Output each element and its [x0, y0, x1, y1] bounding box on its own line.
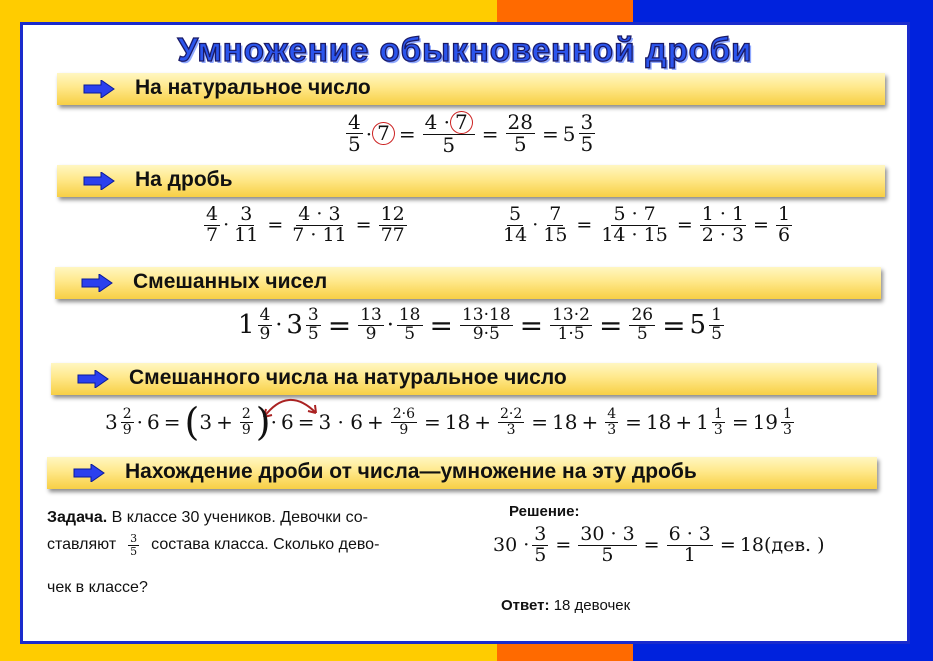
numerator: 1	[711, 305, 722, 325]
denominator: 5	[307, 323, 319, 344]
operator: =	[355, 214, 372, 237]
operator: =	[398, 121, 416, 146]
numerator: 3	[534, 523, 547, 545]
denominator: 5	[580, 132, 594, 156]
numerator: 4	[607, 405, 617, 422]
numerator: 3	[240, 203, 253, 225]
fraction	[501, 205, 529, 246]
fraction	[240, 407, 253, 437]
numerator: 18	[398, 305, 421, 325]
numerator: 2·6	[392, 405, 416, 422]
operator: +	[675, 410, 693, 434]
denominator: 7	[206, 223, 219, 246]
math-term: )	[255, 400, 271, 444]
denominator: 5	[442, 133, 456, 157]
fraction	[397, 307, 423, 344]
fraction	[776, 205, 792, 246]
denominator: 1	[683, 543, 696, 566]
numerator: 4 · 3	[298, 203, 341, 225]
operator: =	[676, 214, 693, 237]
operator: =	[163, 410, 181, 434]
math-term: ·	[365, 121, 373, 146]
numerator: 4	[206, 203, 219, 225]
task-line-3: чек в классе?	[47, 579, 148, 596]
operator: +	[581, 410, 599, 434]
right-arrow-icon	[77, 370, 109, 388]
numerator: 2	[241, 405, 251, 422]
operator: =	[576, 214, 593, 237]
math-term: 5	[562, 121, 576, 146]
operator: =	[481, 121, 499, 146]
operator: =	[519, 308, 544, 342]
fraction	[700, 205, 746, 246]
operator: =	[625, 410, 642, 434]
denominator: 1·5	[557, 323, 585, 344]
section-band-mixed	[55, 267, 881, 299]
numerator: 12	[380, 203, 405, 225]
denominator: 5	[130, 544, 138, 558]
operator: =	[531, 410, 549, 434]
math-term: 18(дев. )	[739, 534, 825, 557]
section-label: Смешанного числа на натуральное число	[129, 366, 567, 389]
numerator: 1 · 1	[701, 203, 745, 225]
fraction	[579, 112, 596, 155]
numerator: 3	[307, 305, 319, 325]
math-term: 4 ·	[424, 110, 451, 134]
denominator: 9	[241, 421, 251, 438]
fraction	[290, 205, 348, 246]
example-natural	[343, 111, 598, 156]
math-term: 1	[238, 310, 255, 341]
content-panel	[20, 22, 910, 644]
fraction	[423, 111, 475, 156]
operator: =	[731, 410, 749, 434]
fraction	[599, 205, 669, 246]
operator: +	[474, 410, 491, 434]
math-term: 3	[199, 410, 213, 434]
denominator: 9	[399, 421, 409, 438]
section-band-mixed-natural	[51, 363, 877, 395]
numerator: 3	[580, 110, 594, 134]
denominator: 5	[711, 323, 722, 344]
fraction	[379, 205, 407, 246]
section-label: Смешанных чисел	[133, 270, 328, 293]
math-term: Ответ:	[501, 597, 550, 614]
math-term: ·	[532, 214, 539, 237]
numerator: 13·18	[461, 305, 511, 325]
operator: =	[267, 214, 284, 237]
denominator: 5	[513, 132, 527, 156]
math-term: ·	[386, 312, 394, 338]
denominator: 3	[783, 421, 792, 438]
section-band-part-of-number	[47, 457, 877, 489]
math-term: 18	[444, 410, 471, 434]
fraction	[712, 407, 725, 437]
operator: =	[297, 410, 315, 434]
example-fraction-1	[201, 205, 410, 246]
math-term: состава класса. Сколько дево-	[151, 536, 380, 554]
denominator: 5	[534, 543, 547, 566]
solution-expression	[493, 525, 825, 566]
task-line-2	[47, 533, 379, 557]
fraction	[541, 205, 569, 246]
section-band-fraction	[57, 165, 885, 197]
fraction	[532, 525, 548, 566]
math-term: ·	[223, 214, 230, 237]
denominator: 3	[607, 421, 617, 438]
solution-label: Решение:	[509, 503, 580, 520]
task-label: Задача.	[47, 509, 108, 526]
operator: =	[555, 534, 572, 557]
fraction	[358, 307, 384, 344]
fraction	[605, 407, 618, 437]
math-term: 3	[286, 310, 303, 341]
math-term: 19	[752, 410, 779, 434]
denominator: 5	[348, 132, 361, 156]
math-term: 30 ·	[493, 534, 530, 557]
numerator: 13·2	[552, 305, 590, 325]
operator: =	[542, 121, 559, 146]
operator: =	[424, 410, 441, 434]
math-term: 6	[147, 410, 160, 434]
section-label: На натуральное число	[135, 76, 371, 99]
fraction	[346, 112, 363, 155]
denominator: 3	[713, 421, 723, 438]
example-fraction-2	[498, 205, 795, 246]
numerator: 5	[509, 203, 522, 225]
operator: +	[366, 410, 384, 434]
page-title: Умножение обыкновенной дроби	[177, 31, 753, 68]
denominator: 14 · 15	[601, 223, 668, 246]
fraction	[258, 307, 273, 344]
numerator: 1	[777, 203, 791, 225]
numerator: 28	[507, 110, 533, 134]
denominator: 5	[636, 323, 648, 344]
section-label: На дробь	[135, 168, 233, 191]
math-term: ·	[136, 410, 144, 434]
math-term: 1	[696, 410, 709, 434]
math-term: 5	[689, 310, 707, 341]
operator: =	[429, 308, 453, 342]
fraction	[460, 307, 513, 344]
answer	[501, 597, 630, 614]
denominator: 9	[259, 323, 271, 344]
numerator: 2·2	[500, 405, 523, 422]
fraction	[709, 307, 724, 344]
denominator: 15	[543, 223, 568, 246]
fraction	[550, 307, 592, 344]
fraction	[629, 307, 655, 344]
operator: =	[662, 308, 686, 342]
math-term: 6	[280, 410, 294, 434]
right-arrow-icon	[73, 464, 105, 482]
highlight-circle: 7	[372, 122, 395, 145]
denominator: 14	[503, 223, 528, 246]
fraction	[498, 407, 524, 437]
denominator: 9·5	[472, 323, 500, 344]
example-mixed-natural	[105, 400, 797, 444]
fraction	[781, 407, 794, 437]
numerator: 1	[783, 405, 792, 422]
math-term: ставляют	[47, 536, 117, 554]
right-arrow-icon	[83, 172, 115, 190]
operator: =	[643, 534, 660, 557]
fraction	[306, 307, 321, 344]
right-arrow-icon	[81, 274, 113, 292]
numerator	[423, 111, 475, 135]
numerator: 30 · 3	[580, 523, 635, 545]
section-band-natural	[57, 73, 885, 105]
fraction	[506, 112, 535, 155]
operator: =	[719, 534, 736, 557]
fraction	[667, 525, 713, 566]
numerator: 7	[549, 203, 562, 225]
numerator: 1	[713, 405, 723, 422]
math-term: 18 девочек	[549, 597, 631, 614]
numerator: 6 · 3	[668, 523, 711, 545]
math-term: В классе 30 учеников. Девочки со-	[107, 509, 368, 526]
task-fraction	[128, 533, 139, 557]
right-arrow-icon	[83, 80, 115, 98]
denominator: 6	[777, 223, 791, 246]
operator: =	[753, 214, 769, 237]
numerator: 4	[259, 305, 271, 325]
operator: =	[598, 308, 623, 342]
fraction	[232, 205, 260, 246]
numerator: 3	[130, 532, 138, 545]
fraction	[121, 407, 134, 437]
math-term: 18	[552, 410, 578, 434]
section-label: Нахождение дроби от числа—умножение на эту дробь	[125, 460, 697, 483]
math-term: 18	[645, 410, 672, 434]
operator: +	[216, 410, 233, 434]
numerator: 26	[631, 305, 654, 325]
denominator: 7 · 11	[292, 223, 347, 246]
denominator: 77	[380, 223, 405, 246]
denominator: 9	[122, 421, 132, 438]
math-term: ·	[270, 410, 277, 434]
numerator: 5 · 7	[613, 203, 656, 225]
denominator: 5	[601, 543, 614, 566]
math-term: (	[184, 400, 200, 444]
numerator: 4	[348, 110, 361, 134]
numerator: 2	[122, 405, 132, 422]
denominator: 11	[234, 223, 259, 246]
fraction	[578, 525, 636, 566]
denominator: 2 · 3	[701, 223, 745, 246]
denominator: 9	[365, 323, 377, 344]
denominator: 3	[506, 421, 516, 438]
math-term: 3 · 6	[318, 410, 363, 434]
task-line-1	[47, 509, 368, 527]
highlight-circle: 7	[450, 111, 473, 134]
operator: =	[327, 308, 352, 342]
denominator: 5	[404, 323, 416, 344]
example-mixed	[238, 307, 727, 344]
numerator: 13	[360, 305, 382, 325]
fraction	[204, 205, 220, 246]
math-term: 3	[105, 410, 118, 434]
math-term: ·	[275, 312, 283, 338]
fraction	[391, 407, 417, 437]
